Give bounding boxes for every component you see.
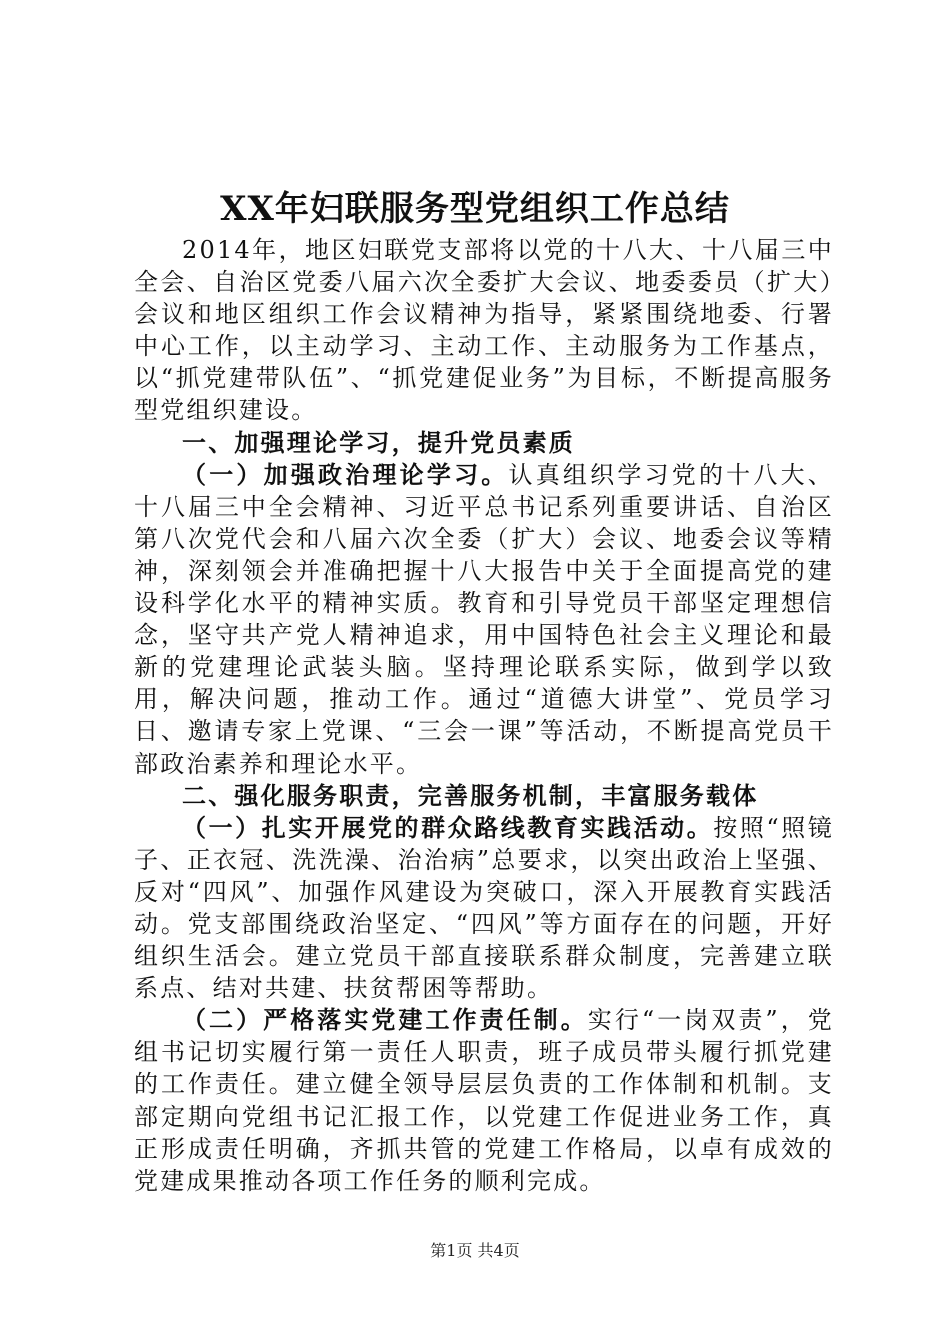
document-body bbox=[134, 234, 834, 1197]
section-heading-2: 二、强化服务职责，完善服务机制，丰富服务载体 bbox=[182, 780, 759, 810]
section-heading-1: 一、加强理论学习，提升党员素质 bbox=[182, 427, 575, 457]
paragraph-lead: （一）加强政治理论学习。 bbox=[182, 459, 509, 489]
page-number-footer: 第1页 共4页 bbox=[430, 1241, 520, 1260]
section1-paragraph-1 bbox=[134, 459, 834, 780]
paragraph-text: 认真组织学习党的十八大、十八届三中全会精神、习近平总书记系列重要讲话、自治区第八次党代会和八届六次全委（扩大）会议、地委会议等精神，深刻领会并准确把握十八大报告中关于全面提高党的建设科学化水平的精神实质。教育和引导党员干部坚定理想信念，坚守共产党人精神追求，用中国特色社会主义理论和最新的党建理论武装头脑。坚持理论联系实际，做到学以致用，解决问题，推动工作。通过“道德大讲堂”、党员学习日、邀请专家上党课、“三会一课”等活动，不断提高党员干部政治素养和理论水平。 bbox=[134, 460, 834, 778]
section2-paragraph-2 bbox=[134, 1004, 834, 1197]
paragraph-text: 实行“一岗双责”，党组书记切实履行第一责任人职责，班子成员带头履行抓党建的工作责任。建立健全领导层层负责的工作体制和机制。支部定期向党组书记汇报工作，以党建工作促进业务工作，真正形成责任明确，齐抓共管的党建工作格局，以卓有成效的党建成果推动各项工作任务的顺利完成。 bbox=[134, 1006, 835, 1195]
section2-paragraph-1 bbox=[134, 812, 834, 1005]
paragraph-lead: （一）扎实开展党的群众路线教育实践活动。 bbox=[182, 812, 714, 842]
paragraph-lead: （二）严格落实党建工作责任制。 bbox=[182, 1005, 588, 1035]
paragraph-text: 按照“照镜子、正衣冠、洗洗澡、治治病”总要求，以突出政治上坚强、反对“四风”、加强作风建设为突破口，深入开展教育实践活动。党支部围绕政治坚定、“四风”等方面存在的问题，开好组织生活会。建立党员干部直接联系群众制度，完善建立联系点、结对共建、扶贫帮困等帮助。 bbox=[134, 813, 834, 1003]
document-title: XX年妇联服务型党组织工作总结 bbox=[220, 189, 730, 229]
intro-paragraph: 2014年，地区妇联党支部将以党的十八大、十八届三中全会、自治区党委八届六次全委扩大会议、地委委员（扩大）会议和地区组织工作会议精神为指导，紧紧围绕地委、行署中心工作，以主动学习、主动工作、主动服务为工作基点，以“抓党建带队伍”、“抓党建促业务”为目标，不断提高服务型党组织建设。 bbox=[134, 236, 834, 425]
